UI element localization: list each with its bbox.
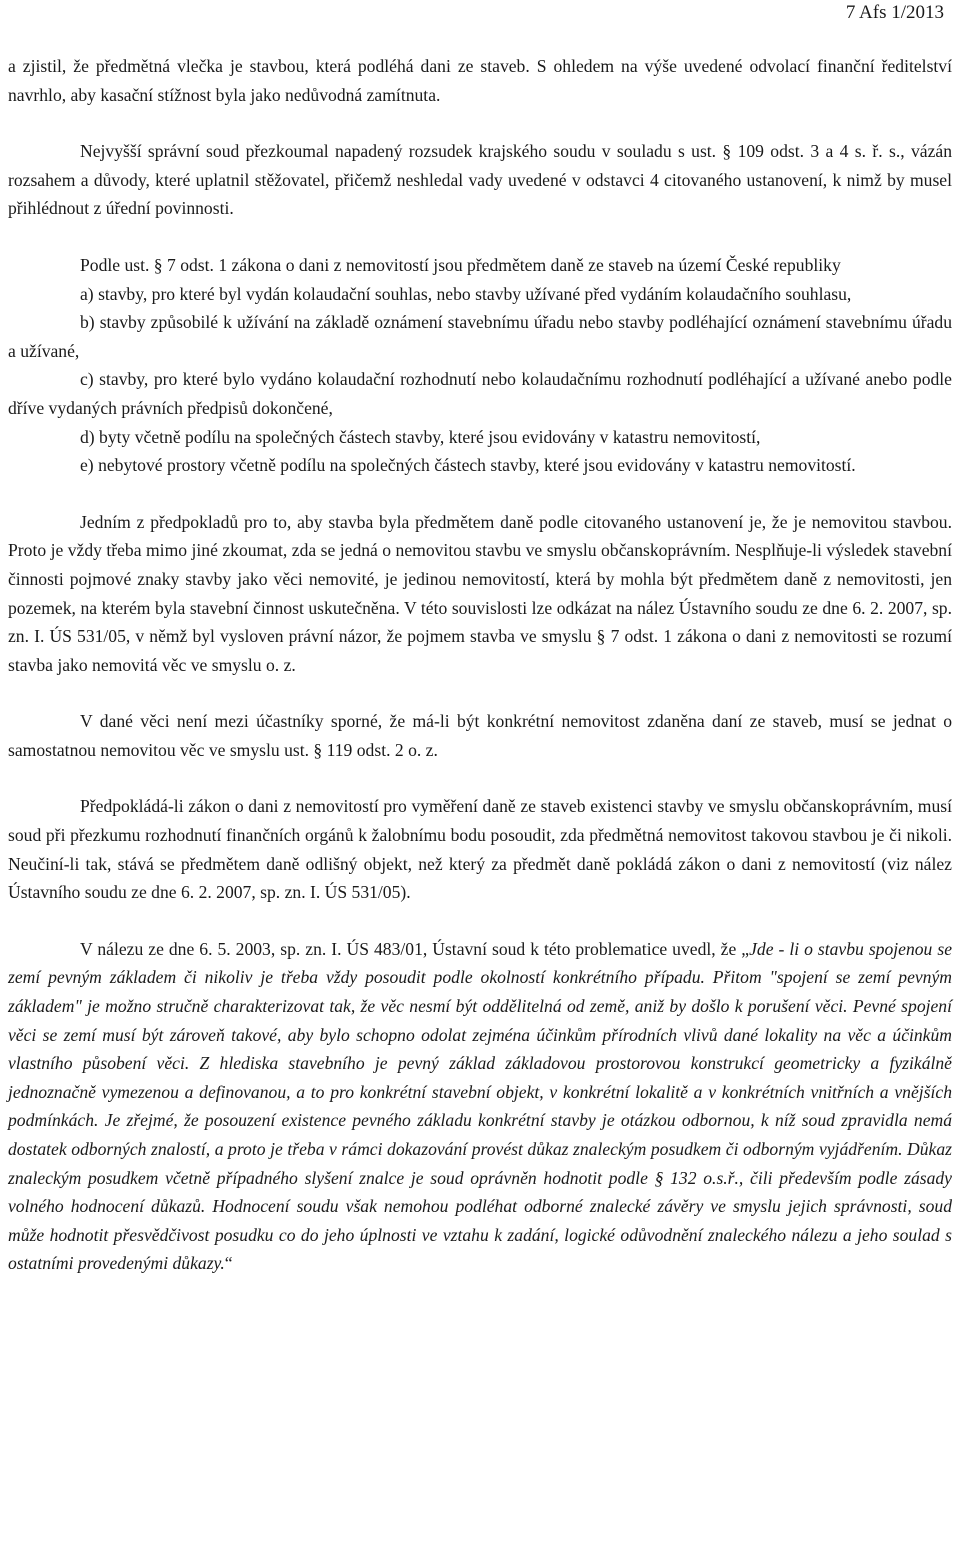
document-body <box>8 52 952 1278</box>
paragraph-1: a zjistil, že předmětná vlečka je stavbou, která podléhá dani ze staveb. S ohledem na výše uvedené odvolací finanční ředitelství navrhlo, aby kasační stížnost byla jako nedůvodná zamítnuta. <box>8 56 952 105</box>
paragraph-2: Nejvyšší správní soud přezkoumal napadený rozsudek krajského soudu v souladu s ust. § 109 odst. 3 a 4 s. ř. s., vázán rozsahem a důvody, které uplatnil stěžovatel, přičemž neshledal vady uvedené v odstavci 4 citovaného ustanovení, k nimž by musel přihlédnout z úřední povinnosti. <box>8 141 952 219</box>
paragraph-7 <box>8 935 952 1278</box>
list-item-d: d) byty včetně podílu na společných částech stavby, které jsou evidovány v katastru nemovitostí, <box>80 426 761 447</box>
paragraph-4: Jedním z předpokladů pro to, aby stavba byla předmětem daně podle citovaného ustanovení je, že je nemovitou stavbou. Proto je vždy třeba mimo jiné zkoumat, zda se jedná o nemovitou stavbu ve smyslu občanskoprávním. Nesplňuje-li výsledek stavební činnosti pojmové znaky stavby jako věci nemovité, je jedinou nemovitostí, která by mohla být předmětem daně z nemovitosti, jen pozemek, na kterém byla stavební činnost uskutečněna. V této souvislosti lze odkázat na nález Ústavního soudu ze dne 6. 2. 2007, sp. zn. I. ÚS 531/05, v němž byl vysloven právní názor, že pojmem stavba ve smyslu § 7 odst. 1 zákona o dani z nemovitosti se rozumí stavba jako nemovitá věc ve smyslu o. z. <box>8 511 952 675</box>
paragraph-7-intro: V nálezu ze dne 6. 5. 2003, sp. zn. I. ÚS 483/01, Ústavní soud k této problematice uvedl, že „ <box>80 938 750 959</box>
case-number: 7 Afs 1/2013 <box>845 2 944 23</box>
paragraph-5: V dané věci není mezi účastníky sporné, že má-li být konkrétní nemovitost zdaněna daní ze staveb, musí se jednat o samostatnou nemovitou věc ve smyslu ust. § 119 odst. 2 o. z. <box>8 711 952 760</box>
list-item-a: a) stavby, pro které byl vydán kolaudační souhlas, nebo stavby užívané před vydáním kolaudačního souhlasu, <box>80 283 852 304</box>
list-item-c: c) stavby, pro které bylo vydáno kolaudační rozhodnutí nebo kolaudačnímu rozhodnutí podléhající a užívané anebo podle dříve vydaných právních předpisů dokončené, <box>8 369 952 418</box>
list-item-e: e) nebytové prostory včetně podílu na společných částech stavby, které jsou evidovány v katastru nemovitostí. <box>80 455 856 476</box>
paragraph-3: Podle ust. § 7 odst. 1 zákona o dani z nemovitostí jsou předmětem daně ze staveb na území České republiky <box>80 254 841 275</box>
quotation-close-mark: “ <box>224 1253 233 1274</box>
court-quotation: Jde - li o stavbu spojenou se zemí pevným základem či nikoliv je třeba vždy posoudit podle okolností konkrétního případu. Přitom "spojení se zemí pevným základem" je možno stručně charakterizovat tak, že věc nesmí být oddělitelná od země, aniž by došlo k porušení věci. Pevné spojení věci se zemí musí být zároveň takové, aby bylo schopno odolat zejména účinkům přírodních vlivů dané lokality na věc a účinkům vlastního působení věci. Z hlediska stavebního je pevný základ základovou prostorovou konstrukcí geometricky a fyzikálně jednoznačně vymezenou a definovanou, a to pro konkrétní stavební objekt, v konkrétní lokalitě a v konkrétních vnitřních a vnějších podmínkách. Je zřejmé, že posouzení existence pevného základu konkrétní stavby je otázkou odbornou, k níž soud zpravidla nemá dostatek odborných znalostí, a proto je třeba v rámci dokazování provést důkaz znaleckým posudkem či odborným vyjádřením. Důkaz znaleckým posudkem včetně případného slyšení znalce je soud oprávněn hodnotit podle § 132 o.s.ř., čili především podle zásady volného hodnocení důkazů. Hodnocení soudu však nemohou podléhat odborné znalecké závěry ve smyslu jejich správnosti, soud může hodnotit přesvědčivost posudku co do jeho úplnosti ve vztahu k zadání, logické odůvodnění znaleckého nálezu a jeho soulad s ostatními provedenými důkazy. <box>8 938 953 1274</box>
paragraph-6: Předpokládá-li zákon o dani z nemovitostí pro vyměření daně ze staveb existenci stavby ve smyslu občanskoprávním, musí soud při přezkumu rozhodnutí finančních orgánů k žalobnímu bodu posoudit, zda předmětná nemovitost takovou stavbou je či nikoli. Neučiní-li tak, stává se předmětem daně odlišný objekt, než který za předmět daně pokládá zákon o dani z nemovitostí (viz nález Ústavního soudu ze dne 6. 2. 2007, sp. zn. I. ÚS 531/05). <box>8 796 952 903</box>
list-item-b: b) stavby způsobilé k užívání na základě oznámení stavebnímu úřadu nebo stavby podléhající oznámení stavebnímu úřadu a užívané, <box>8 312 952 361</box>
